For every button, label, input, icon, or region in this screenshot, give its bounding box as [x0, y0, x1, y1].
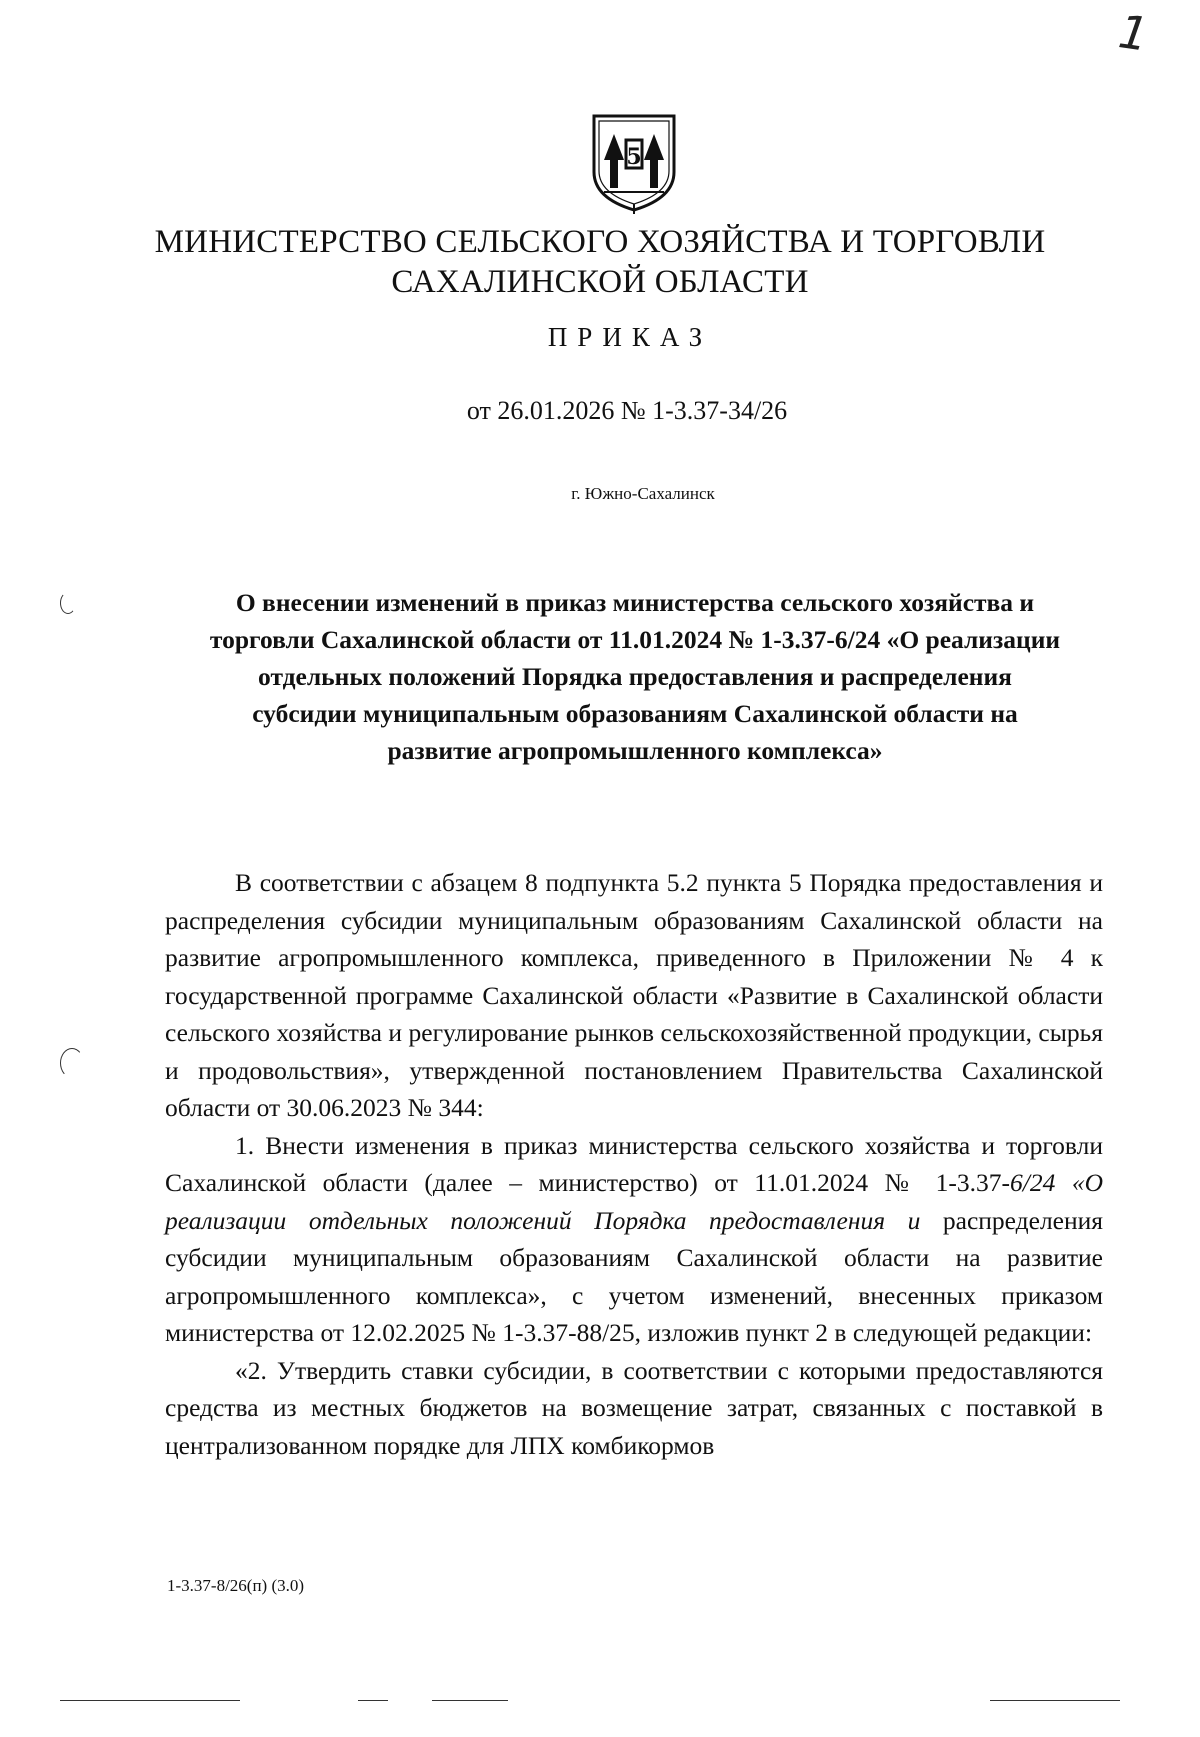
heading-line: отдельных положений Порядка предоставления и распределения [258, 662, 1012, 691]
paragraph-2-end: распределения субсидии муниципальным образованиям Сахалинской области на развитие агропромышленного комплекса», с учетом изменений, внесенных приказом министерства от 12.02.2025 № 1-3.37-88/25, изложив пункт 2 в следующей редакции: [165, 1205, 1104, 1347]
city-label: г. Южно-Сахалинск [571, 484, 715, 503]
scan-edge-line [990, 1700, 1120, 1701]
body-paragraph-2 [165, 1127, 1103, 1352]
footer-document-code: 1-3.37-8/26(п) (3.0) [167, 1576, 305, 1595]
svg-text:5: 5 [626, 144, 642, 170]
scan-artifact-mark [60, 592, 76, 614]
document-body [165, 864, 1103, 1464]
scan-edge-line [432, 1700, 508, 1701]
paragraph-2-start: 1. Внести изменения в приказ министерства сельского хозяйства и торговли Сахалинской области (далее – министерство) от 11.01.2024 № 1-3.37- [165, 1130, 1103, 1197]
body-paragraph-3: «2. Утвердить ставки субсидии, в соответствии с которыми предоставляются средства из местных бюджетов на возмещение затрат, связанных с поставкой в централизованном порядке для ЛПХ комбикормов [165, 1355, 1103, 1460]
sakhalin-coat-of-arms-emblem [590, 110, 678, 214]
scan-artifact-mark [60, 1048, 84, 1078]
document-type: ПРИКАЗ [547, 322, 713, 352]
ministry-title [0, 222, 1200, 302]
scan-edge-line [358, 1700, 388, 1701]
body-paragraph-1: В соответствии с абзацем 8 подпункта 5.2 пункта 5 Порядка предоставления и распределения субсидии муниципальным образованиям Сахалинской области на развитие агропромышленного комплекса, приведенного в Приложении № 4 к государственной программе Сахалинской области «Развитие в Сахалинской области сельского хозяйства и регулирование рынков сельскохозяйственной продукции, сырья и продовольствия», утвержденной постановлением Правительства Сахалинской области от 30.06.2023 № 344: [165, 868, 1103, 1122]
handwritten-page-number: 1 [1115, 4, 1152, 62]
document-number: от 26.01.2026 № 1-3.37-34/26 [466, 396, 788, 425]
ministry-title-line-2: САХАЛИНСКОЙ ОБЛАСТИ [391, 264, 809, 300]
scan-edge-line [60, 1700, 240, 1701]
order-heading [150, 584, 1120, 769]
heading-line: развитие агропромышленного комплекса» [387, 736, 883, 765]
paragraph-2-italic: 6/24 «О реализации отдельных положений Порядка предоставления и [165, 1168, 1104, 1235]
heading-line: субсидии муниципальным образованиям Сахалинской области на [252, 699, 1018, 728]
heading-line: О внесении изменений в приказ министерства сельского хозяйства и [235, 588, 1035, 617]
heading-line: торговли Сахалинской области от 11.01.2024 № 1-3.37-6/24 «О реализации [209, 625, 1061, 654]
ministry-title-line-1: МИНИСТЕРСТВО СЕЛЬСКОГО ХОЗЯЙСТВА И ТОРГОВЛИ [154, 224, 1046, 260]
